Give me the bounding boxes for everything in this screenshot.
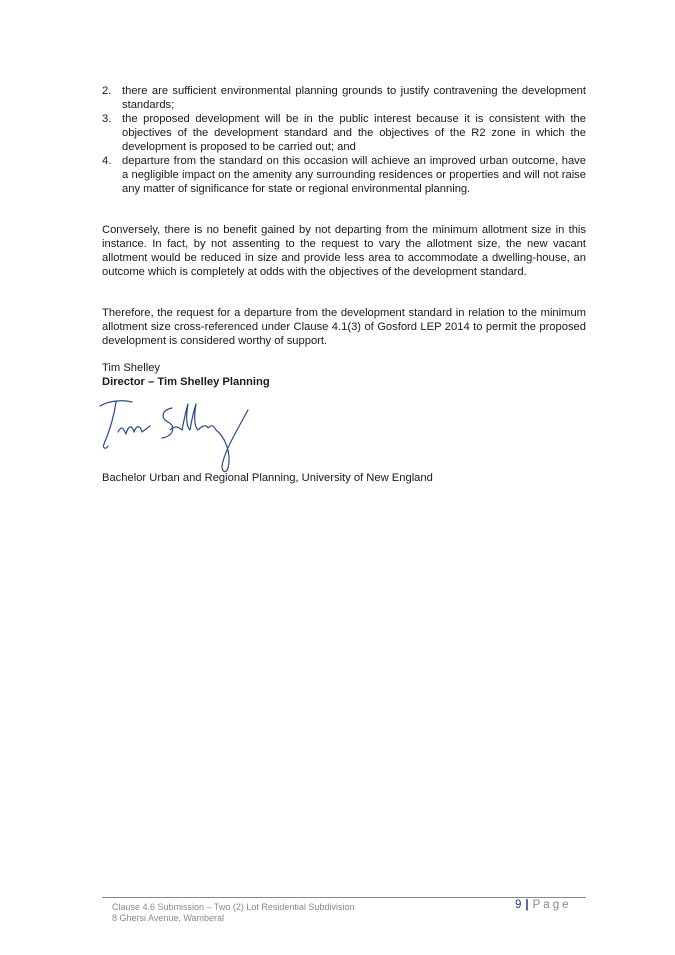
page-number: 9	[515, 899, 522, 911]
page-separator: |	[525, 899, 529, 911]
signatory-title: Director – Tim Shelley Planning	[102, 376, 270, 388]
page-label: Page	[532, 899, 572, 911]
footer-title: Clause 4.6 Submission – Two (2) Lot Residential Subdivision	[112, 902, 355, 912]
handwritten-signature	[96, 396, 256, 476]
list-item-number: 2.	[102, 85, 112, 97]
list-item-text: departure from the standard on this occasion will achieve an improved urban outcome, have a negligible impact on the amenity any surrounding residences or properties and will not raise any matter of significance for state or regional environmental planning.	[122, 155, 586, 195]
paragraph-therefore: Therefore, the request for a departure from the development standard in relation to the minimum allotment size cross-referenced under Clause 4.1(3) of Gosford LEP 2014 to permit the proposed development is considered worthy of support.	[102, 307, 586, 347]
footer-document-info	[112, 902, 354, 924]
paragraph-conversely: Conversely, there is no benefit gained by not departing from the minimum allotment size in this instance. In fact, by not assenting to the request to vary the allotment size, the new vacant allotment would be reduced in size and provide less area to accommodate a dwelling-house, an outcome which is completely at odds with the objectives of the development standard.	[102, 224, 586, 278]
list-item-text: the proposed development will be in the public interest because it is consistent with the objectives of the development standard and the objectives of the R2 zone in which the development is proposed to be carried out; and	[122, 113, 586, 153]
footer-divider	[102, 897, 586, 898]
footer-address: 8 Ghersi Avenue, Wamberal	[112, 913, 225, 923]
signatory-name: Tim Shelley	[102, 362, 161, 374]
footer-page-indicator	[515, 899, 571, 911]
list-item	[102, 84, 586, 112]
list-item-text: there are sufficient environmental planning grounds to justify contravening the development standards;	[122, 85, 586, 111]
list-item	[102, 112, 586, 154]
list-item-number: 4.	[102, 155, 112, 167]
list-item	[102, 154, 586, 196]
numbered-list	[102, 84, 586, 196]
list-item-number: 3.	[102, 113, 112, 125]
signatory-qualification: Bachelor Urban and Regional Planning, University of New England	[102, 472, 433, 484]
